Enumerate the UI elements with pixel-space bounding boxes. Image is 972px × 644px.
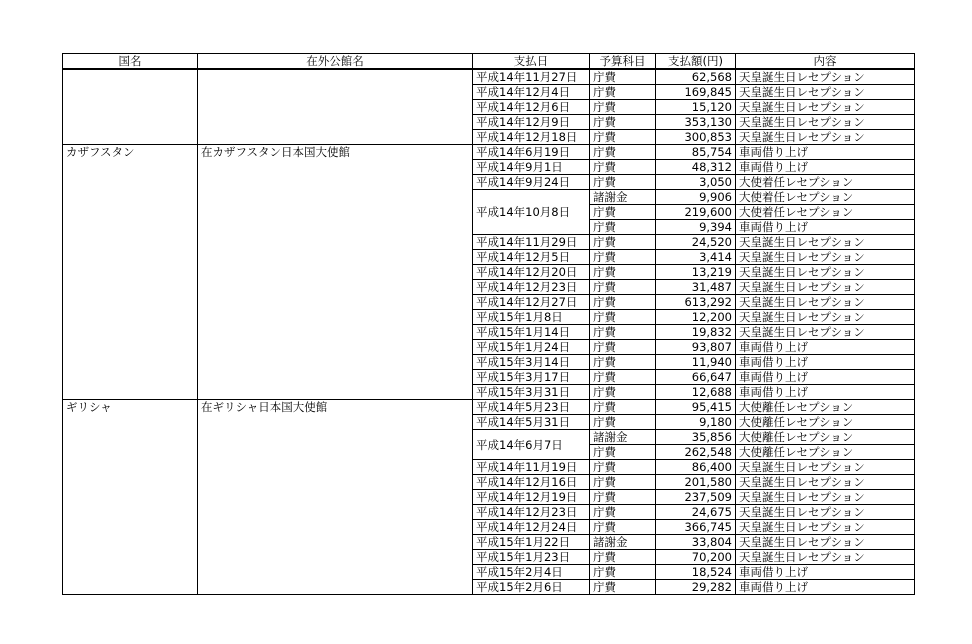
content-cell: 車両借り上げ: [736, 220, 915, 235]
content-cell: 車両借り上げ: [736, 160, 915, 175]
amount-cell: 18,524: [656, 565, 736, 580]
amount-cell: 262,548: [656, 445, 736, 460]
amount-cell: 48,312: [656, 160, 736, 175]
amount-cell: 12,688: [656, 385, 736, 400]
content-cell: 車両借り上げ: [736, 385, 915, 400]
amount-cell: 9,906: [656, 190, 736, 205]
date-cell: 平成14年12月24日: [473, 520, 590, 535]
date-cell: 平成15年1月22日: [473, 535, 590, 550]
date-cell: 平成14年12月23日: [473, 505, 590, 520]
content-cell: 大使着任レセプション: [736, 190, 915, 205]
date-cell: 平成15年3月14日: [473, 355, 590, 370]
budget-cell: 庁費: [590, 505, 656, 520]
amount-cell: 70,200: [656, 550, 736, 565]
date-cell: 平成14年12月16日: [473, 475, 590, 490]
header-content: 内容: [736, 54, 915, 70]
date-cell: 平成15年1月8日: [473, 310, 590, 325]
country-cell: カザフスタン: [63, 145, 198, 400]
content-cell: 大使離任レセプション: [736, 400, 915, 415]
amount-cell: 66,647: [656, 370, 736, 385]
budget-cell: 庁費: [590, 100, 656, 115]
office-cell: 在ギリシャ日本国大使館: [198, 400, 473, 595]
budget-cell: 庁費: [590, 550, 656, 565]
content-cell: 天皇誕生日レセプション: [736, 115, 915, 130]
header-budget: 予算科目: [590, 54, 656, 70]
amount-cell: 9,180: [656, 415, 736, 430]
date-cell: 平成14年6月7日: [473, 430, 590, 460]
amount-cell: 13,219: [656, 265, 736, 280]
budget-cell: 庁費: [590, 115, 656, 130]
content-cell: 車両借り上げ: [736, 565, 915, 580]
budget-cell: 庁費: [590, 385, 656, 400]
content-cell: 天皇誕生日レセプション: [736, 460, 915, 475]
budget-cell: 庁費: [590, 280, 656, 295]
amount-cell: 86,400: [656, 460, 736, 475]
content-cell: 大使離任レセプション: [736, 415, 915, 430]
date-cell: 平成14年5月23日: [473, 400, 590, 415]
date-cell: 平成15年2月4日: [473, 565, 590, 580]
table-row: [63, 145, 915, 160]
amount-cell: 353,130: [656, 115, 736, 130]
budget-cell: 庁費: [590, 160, 656, 175]
content-cell: 大使離任レセプション: [736, 430, 915, 445]
content-cell: 車両借り上げ: [736, 145, 915, 160]
content-cell: 天皇誕生日レセプション: [736, 310, 915, 325]
budget-cell: 庁費: [590, 310, 656, 325]
date-cell: 平成14年9月24日: [473, 175, 590, 190]
budget-cell: 庁費: [590, 340, 656, 355]
header-office: 在外公館名: [198, 54, 473, 70]
country-cell: ギリシャ: [63, 400, 198, 595]
date-cell: 平成14年11月29日: [473, 235, 590, 250]
budget-cell: 庁費: [590, 460, 656, 475]
budget-cell: 庁費: [590, 580, 656, 595]
date-cell: 平成14年5月31日: [473, 415, 590, 430]
amount-cell: 33,804: [656, 535, 736, 550]
budget-cell: 庁費: [590, 250, 656, 265]
content-cell: 天皇誕生日レセプション: [736, 265, 915, 280]
budget-cell: 庁費: [590, 205, 656, 220]
amount-cell: 24,520: [656, 235, 736, 250]
budget-cell: 庁費: [590, 490, 656, 505]
amount-cell: 95,415: [656, 400, 736, 415]
budget-cell: 庁費: [590, 85, 656, 100]
budget-cell: 諸謝金: [590, 535, 656, 550]
date-cell: 平成14年6月19日: [473, 145, 590, 160]
date-cell: 平成14年12月4日: [473, 85, 590, 100]
date-cell: 平成14年12月19日: [473, 490, 590, 505]
content-cell: 車両借り上げ: [736, 370, 915, 385]
budget-cell: 庁費: [590, 475, 656, 490]
amount-cell: 24,675: [656, 505, 736, 520]
content-cell: 天皇誕生日レセプション: [736, 250, 915, 265]
amount-cell: 300,853: [656, 130, 736, 145]
amount-cell: 85,754: [656, 145, 736, 160]
content-cell: 天皇誕生日レセプション: [736, 130, 915, 145]
amount-cell: 35,856: [656, 430, 736, 445]
content-cell: 大使離任レセプション: [736, 445, 915, 460]
content-cell: 天皇誕生日レセプション: [736, 325, 915, 340]
amount-cell: 31,487: [656, 280, 736, 295]
budget-cell: 庁費: [590, 145, 656, 160]
date-cell: 平成15年3月17日: [473, 370, 590, 385]
budget-cell: 庁費: [590, 69, 656, 85]
office-cell: 在カザフスタン日本国大使館: [198, 145, 473, 400]
budget-cell: 庁費: [590, 445, 656, 460]
budget-cell: 諸謝金: [590, 190, 656, 205]
date-cell: 平成14年12月5日: [473, 250, 590, 265]
budget-cell: 庁費: [590, 520, 656, 535]
date-cell: 平成15年3月31日: [473, 385, 590, 400]
table-body: [63, 69, 915, 595]
amount-cell: 19,832: [656, 325, 736, 340]
budget-cell: 庁費: [590, 130, 656, 145]
budget-cell: 庁費: [590, 415, 656, 430]
date-cell: 平成14年12月20日: [473, 265, 590, 280]
content-cell: 天皇誕生日レセプション: [736, 520, 915, 535]
date-cell: 平成14年11月19日: [473, 460, 590, 475]
header-country: 国名: [63, 54, 198, 70]
date-cell: 平成15年1月24日: [473, 340, 590, 355]
content-cell: 天皇誕生日レセプション: [736, 85, 915, 100]
date-cell: 平成14年12月23日: [473, 280, 590, 295]
content-cell: 車両借り上げ: [736, 340, 915, 355]
amount-cell: 9,394: [656, 220, 736, 235]
table-row: [63, 400, 915, 415]
content-cell: 天皇誕生日レセプション: [736, 550, 915, 565]
content-cell: 天皇誕生日レセプション: [736, 100, 915, 115]
content-cell: 大使着任レセプション: [736, 175, 915, 190]
date-cell: 平成14年12月27日: [473, 295, 590, 310]
amount-cell: 12,200: [656, 310, 736, 325]
date-cell: 平成15年2月6日: [473, 580, 590, 595]
amount-cell: 613,292: [656, 295, 736, 310]
budget-cell: 庁費: [590, 220, 656, 235]
content-cell: 天皇誕生日レセプション: [736, 295, 915, 310]
budget-cell: 庁費: [590, 400, 656, 415]
date-cell: 平成14年10月8日: [473, 190, 590, 235]
amount-cell: 93,807: [656, 340, 736, 355]
content-cell: 車両借り上げ: [736, 580, 915, 595]
date-cell: 平成15年1月23日: [473, 550, 590, 565]
content-cell: 天皇誕生日レセプション: [736, 235, 915, 250]
amount-cell: 3,414: [656, 250, 736, 265]
budget-cell: 庁費: [590, 565, 656, 580]
amount-cell: 29,282: [656, 580, 736, 595]
header-date: 支払日: [473, 54, 590, 70]
content-cell: 天皇誕生日レセプション: [736, 280, 915, 295]
amount-cell: 366,745: [656, 520, 736, 535]
budget-cell: 庁費: [590, 235, 656, 250]
budget-cell: 庁費: [590, 265, 656, 280]
budget-cell: 諸謝金: [590, 430, 656, 445]
amount-cell: 3,050: [656, 175, 736, 190]
budget-cell: 庁費: [590, 175, 656, 190]
payments-table: [62, 53, 915, 595]
amount-cell: 11,940: [656, 355, 736, 370]
budget-cell: 庁費: [590, 355, 656, 370]
amount-cell: 15,120: [656, 100, 736, 115]
content-cell: 天皇誕生日レセプション: [736, 505, 915, 520]
content-cell: 天皇誕生日レセプション: [736, 69, 915, 85]
budget-cell: 庁費: [590, 370, 656, 385]
country-cell: [63, 69, 198, 145]
content-cell: 天皇誕生日レセプション: [736, 535, 915, 550]
table-row: [63, 69, 915, 85]
amount-cell: 201,580: [656, 475, 736, 490]
content-cell: 大使着任レセプション: [736, 205, 915, 220]
date-cell: 平成14年12月6日: [473, 100, 590, 115]
office-cell: [198, 69, 473, 145]
date-cell: 平成14年12月9日: [473, 115, 590, 130]
amount-cell: 219,600: [656, 205, 736, 220]
header-row: [63, 54, 915, 70]
header-amount: 支払額(円): [656, 54, 736, 70]
content-cell: 天皇誕生日レセプション: [736, 490, 915, 505]
amount-cell: 62,568: [656, 69, 736, 85]
budget-cell: 庁費: [590, 295, 656, 310]
budget-cell: 庁費: [590, 325, 656, 340]
date-cell: 平成14年9月1日: [473, 160, 590, 175]
date-cell: 平成14年11月27日: [473, 69, 590, 85]
date-cell: 平成15年1月14日: [473, 325, 590, 340]
content-cell: 車両借り上げ: [736, 355, 915, 370]
amount-cell: 169,845: [656, 85, 736, 100]
date-cell: 平成14年12月18日: [473, 130, 590, 145]
content-cell: 天皇誕生日レセプション: [736, 475, 915, 490]
amount-cell: 237,509: [656, 490, 736, 505]
